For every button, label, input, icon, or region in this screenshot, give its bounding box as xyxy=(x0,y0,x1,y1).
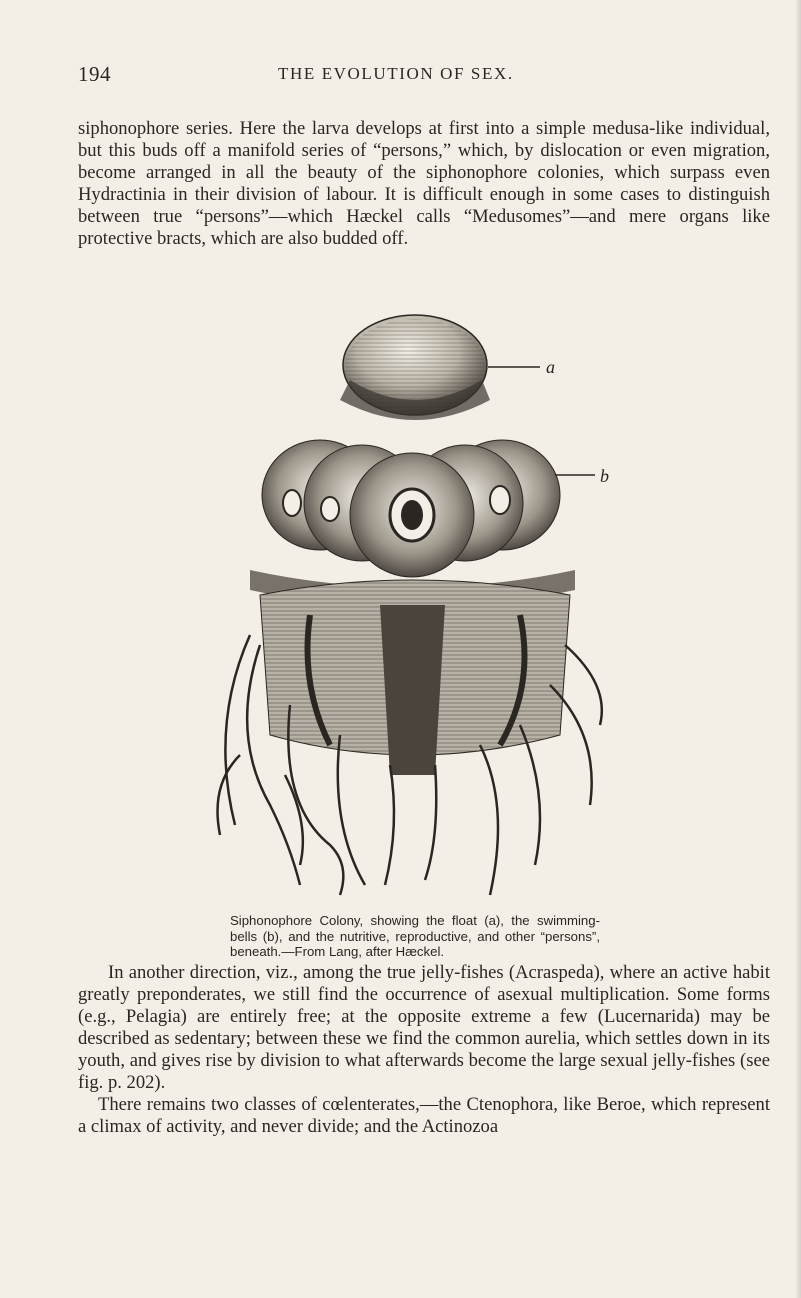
figure-caption: Siphonophore Colony, showing the float (a), the swimming-bells (b), and the nutritive, reproductive, and other “persons”, beneath.—From Lang, after Hæckel. xyxy=(230,913,600,959)
page-number: 194 xyxy=(78,62,111,86)
paragraph-1: siphonophore series. Here the larva develops at first into a simple medusa-like individual, but this buds off a manifold series of “persons,” which, by dislocation or even migration, become arranged in all the beauty of the siphonophore colonies, which surpass even Hydractinia in their division of labour. It is difficult enough in some cases to distinguish between true “persons”—which Hæckel calls “Medusomes”—and mere organs like protective bracts, which are also budded off. xyxy=(78,118,770,249)
figure-caption-block xyxy=(230,913,600,960)
paragraph-2: In another direction, viz., among the true jelly-fishes (Acraspeda), where an active habit greatly preponderates, we still find the occurrence of asexual multiplication. Some forms (e.g., Pelagia) are entirely free; at the opposite extreme a few (Lucernarida) may be described as sedentary; between these we find the common aurelia, which settles down in its youth, and gives rise by division to what afterwards become the large sexual jelly-fishes (see fig. p. 202). xyxy=(78,962,770,1093)
paragraph-2-block xyxy=(78,962,770,1138)
polyp-cluster xyxy=(260,580,570,775)
siphonophore-colony-illustration xyxy=(190,305,630,905)
paragraph-1-block xyxy=(78,118,770,250)
paragraph-3: There remains two classes of cœlenterates,—the Ctenophora, like Beroe, which represent a climax of activity, and never divide; and the Actinozoa xyxy=(78,1094,770,1137)
label-b: b xyxy=(600,466,609,486)
label-b-group xyxy=(555,466,609,486)
page-header xyxy=(78,62,778,92)
float xyxy=(340,315,490,420)
label-a: a xyxy=(546,357,555,377)
running-head: THE EVOLUTION OF SEX. xyxy=(278,64,514,83)
page-edge-shadow xyxy=(795,0,801,1298)
label-a-group xyxy=(488,357,555,377)
